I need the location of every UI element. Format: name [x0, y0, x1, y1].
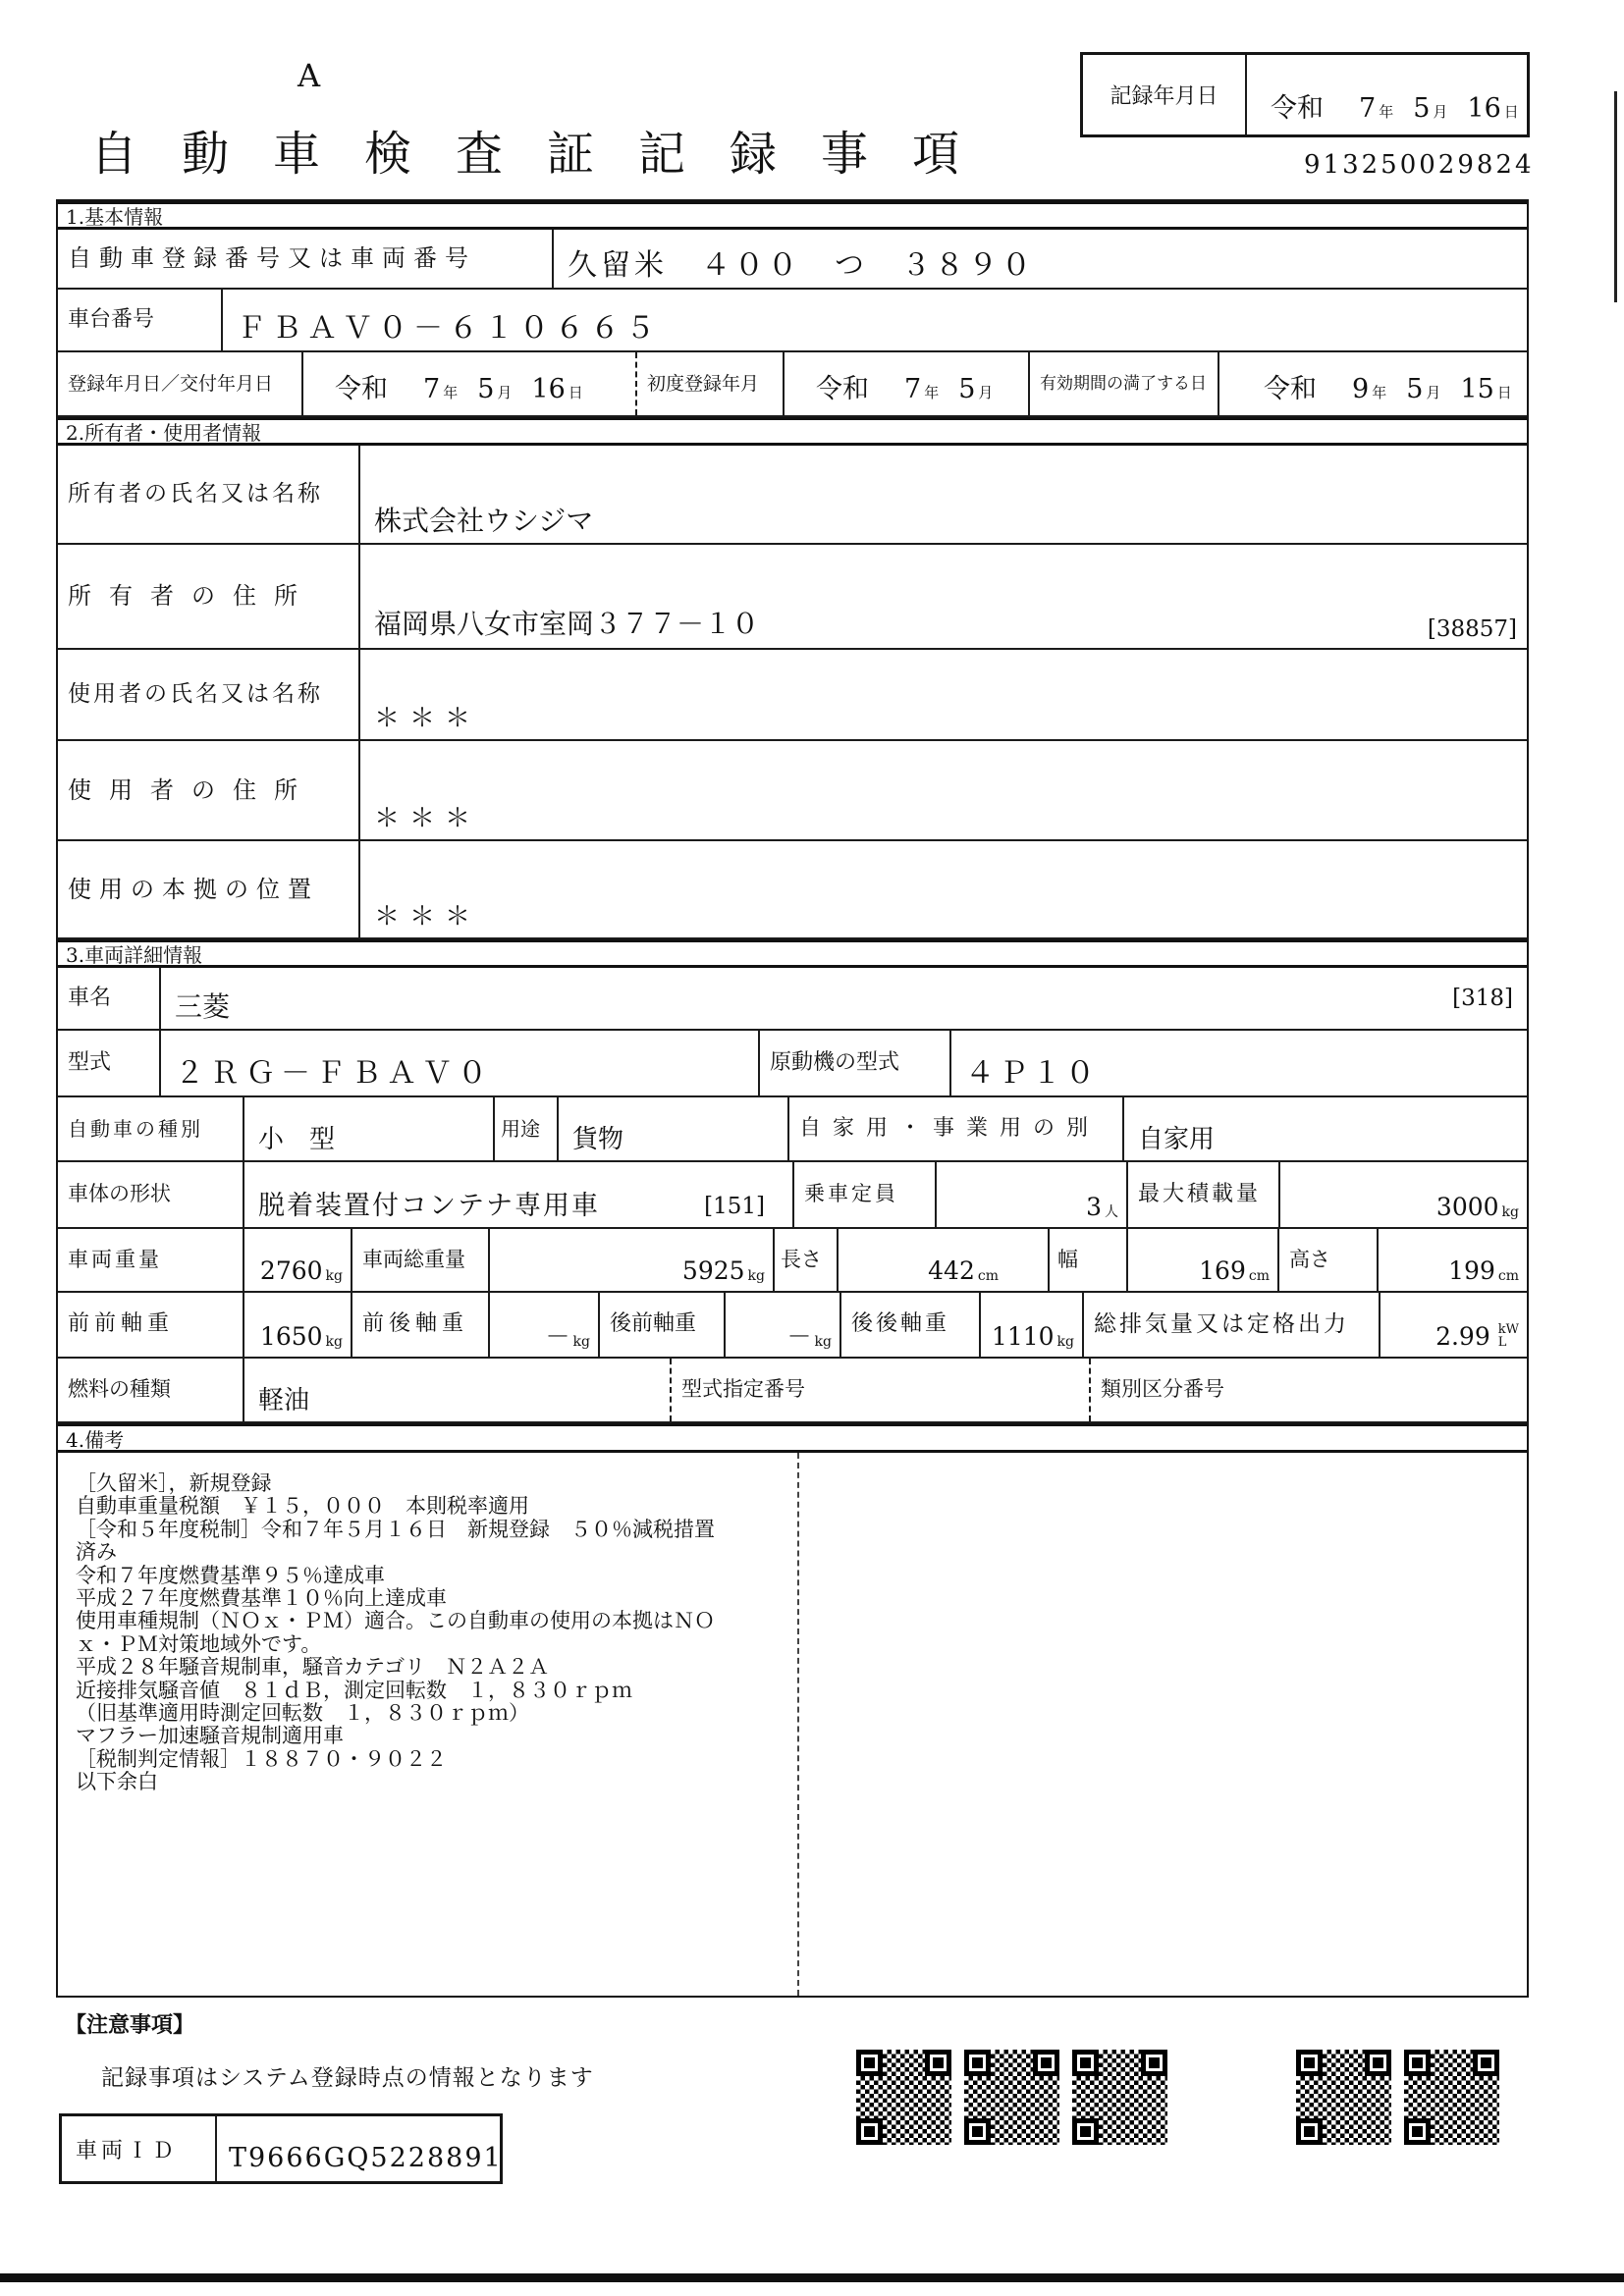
month-unit: 月 [978, 384, 994, 401]
remark-line: ［税制判定情報］１８８７０・９０２２ [76, 1746, 447, 1771]
length-value-cell [839, 1229, 1050, 1291]
remark-line: マフラー加速騒音規制適用車 [76, 1724, 344, 1748]
user-address-row [58, 741, 1527, 841]
type-approval-label-cell [672, 1359, 839, 1421]
length-value: 442 [928, 1256, 975, 1285]
kg-unit: kg [814, 1334, 832, 1350]
expiry-label: 有効期間の満了する日 [1040, 373, 1207, 394]
model-label: 型式 [68, 1049, 112, 1075]
axle-rr-label: 後後軸重 [851, 1311, 950, 1337]
era-text: 令和 [1264, 374, 1317, 404]
notice-title: 【注意事項】 [65, 2012, 195, 2038]
fuel-label: 燃料の種類 [68, 1377, 171, 1402]
main-table [56, 199, 1529, 1998]
car-name-code: [318] [1452, 986, 1513, 1011]
kg-unit: kg [325, 1268, 343, 1284]
fuel-row [58, 1359, 1527, 1423]
day-unit: 日 [1496, 384, 1512, 401]
model-label-cell [58, 1031, 161, 1095]
cm-unit: cm [1497, 1268, 1519, 1284]
remarks-text [76, 1472, 715, 1794]
remark-line: 使用車種規制（ＮＯｘ・ＰＭ）適合。この自動車の使用の本拠はＮＯ [76, 1609, 715, 1633]
user-address-value-cell [360, 741, 1527, 839]
scan-edge-artifact [1614, 91, 1617, 302]
capacity-label: 乗車定員 [804, 1182, 898, 1206]
kg-unit: kg [325, 1334, 343, 1350]
car-name-label: 車名 [68, 985, 112, 1010]
user-name-label-cell [58, 650, 360, 739]
section-basic-header: 1.基本情報 [58, 201, 1527, 230]
base-location-label-cell [58, 841, 360, 937]
record-date-cell [1247, 55, 1527, 134]
remark-line: 自動車重量税額 ￥１５，０００ 本則税率適用 [76, 1494, 529, 1519]
document-title: 自動車検査証記録事項 [90, 127, 1004, 182]
month-unit: 月 [1433, 103, 1448, 121]
dimensions-row [58, 1229, 1527, 1293]
reg-number-row [58, 230, 1527, 290]
record-date-box [1080, 52, 1530, 137]
vehicle-id-label: 車両ＩＤ [62, 2116, 217, 2181]
use-value-cell [559, 1097, 789, 1160]
day-number: 15 [1460, 374, 1494, 404]
private-business-label-cell [789, 1097, 1124, 1160]
chassis-value: ＦＢＡＶ０－６１０６６５ [237, 311, 661, 346]
private-business-value: 自家用 [1138, 1125, 1216, 1155]
use-label: 用途 [501, 1117, 540, 1141]
remark-line: ｘ・ＰＭ対策地域外です。 [76, 1631, 322, 1656]
body-shape-label-cell [58, 1162, 244, 1227]
remark-line: 済み [76, 1540, 117, 1565]
remark-line: 平成２８年騒音規制車，騒音カテゴリ Ｎ２Ａ２Ａ [76, 1655, 550, 1680]
month-number: 5 [477, 374, 495, 404]
kw-unit: kW [1497, 1322, 1519, 1337]
weight-value: 2760 [259, 1256, 323, 1285]
first-reg-value-cell [785, 352, 1030, 415]
engine-model-value: ４Ｐ１０ [965, 1056, 1099, 1091]
weight-value-cell [244, 1229, 352, 1291]
body-shape-label: 車体の形状 [68, 1182, 171, 1206]
owner-address-label: 所有者の住所 [68, 582, 315, 611]
year-number: 9 [1352, 374, 1370, 404]
axle-rf-label-cell [600, 1293, 726, 1357]
reg-date-value [303, 367, 635, 415]
capacity-value-cell [937, 1162, 1128, 1227]
era-text: 令和 [816, 374, 869, 404]
axle-fr-value-cell [490, 1293, 600, 1357]
remark-line: （旧基準適用時測定回転数 １，８３０ｒｐｍ） [76, 1701, 529, 1726]
max-load-value-cell [1280, 1162, 1527, 1227]
qr-code-5 [1404, 2050, 1499, 2145]
owner-address-label-cell [58, 545, 360, 648]
category-label-cell [58, 1097, 244, 1160]
remark-line: 平成２７年度燃費基準１０％向上達成車 [76, 1586, 447, 1611]
reg-number-value: 久留米 ４００ つ ３８９０ [568, 248, 1035, 283]
axle-rr-value-cell [981, 1293, 1084, 1357]
height-label-cell [1279, 1229, 1379, 1291]
remarks-divider [797, 1453, 799, 1996]
axle-rf-value: － [786, 1322, 812, 1351]
base-location-label: 使用の本拠の位置 [68, 875, 319, 903]
kw-per-liter-unit [1498, 1323, 1519, 1349]
axle-ff-value: 1650 [259, 1322, 323, 1351]
length-label: 長さ [781, 1247, 822, 1271]
fuel-value: 軽油 [258, 1386, 310, 1416]
fuel-value-cell [244, 1359, 672, 1421]
gross-weight-label-cell [352, 1229, 490, 1291]
use-label-cell [495, 1097, 559, 1160]
year-unit: 年 [924, 384, 940, 401]
axle-rf-value-cell [726, 1293, 841, 1357]
kg-unit: kg [747, 1268, 765, 1284]
vehicle-id-box [59, 2113, 503, 2184]
max-load-value: 3000 [1435, 1193, 1499, 1221]
class-label: 類別区分番号 [1101, 1377, 1224, 1402]
kg-unit: kg [1501, 1204, 1519, 1220]
height-value-cell [1379, 1229, 1527, 1291]
gross-weight-value-cell [490, 1229, 775, 1291]
max-load-label: 最大積載量 [1138, 1181, 1262, 1206]
class-value-cell [1268, 1359, 1527, 1421]
owner-address-code: [38857] [1427, 616, 1517, 642]
engine-model-label-cell [760, 1031, 951, 1095]
private-business-label: 自家用・事業用の別 [799, 1115, 1101, 1141]
category-label: 自動車の種別 [68, 1117, 203, 1141]
body-shape-value-cell [244, 1162, 794, 1227]
displacement-label-cell [1084, 1293, 1380, 1357]
weight-label-cell [58, 1229, 244, 1291]
weight-label: 車両重量 [68, 1247, 162, 1271]
remark-line: 令和７年度燃費基準９５％達成車 [76, 1563, 385, 1587]
displacement-value-cell [1380, 1293, 1527, 1357]
era-text: 令和 [1271, 93, 1324, 124]
gross-weight-value: 5925 [681, 1256, 745, 1285]
owner-address-value-cell [360, 545, 1527, 648]
year-number: 7 [904, 374, 922, 404]
body-shape-code: [151] [704, 1194, 765, 1219]
capacity-value: 3 [1086, 1193, 1102, 1221]
user-address-value: ＊＊＊ [374, 804, 481, 834]
axle-ff-label-cell [58, 1293, 244, 1357]
year-number: 7 [1359, 93, 1377, 124]
remark-line: ［令和５年度税制］令和７年５月１６日 新規登録 ５０％減税措置 [76, 1517, 715, 1541]
day-number: 16 [531, 374, 566, 404]
expiry-value-cell [1219, 352, 1527, 415]
qr-code-4 [1296, 2050, 1391, 2145]
axle-fr-label: 前後軸重 [362, 1311, 469, 1337]
type-approval-value [839, 1387, 1089, 1393]
chassis-label: 車台番号 [68, 306, 155, 332]
year-number: 7 [423, 374, 441, 404]
day-unit: 日 [568, 384, 583, 401]
owner-name-label: 所有者の氏名又は名称 [68, 480, 323, 507]
year-unit: 年 [443, 384, 459, 401]
body-shape-value: 脱着装置付コンテナ専用車 [258, 1191, 600, 1222]
engine-model-value-cell [951, 1031, 1527, 1095]
chassis-row [58, 290, 1527, 352]
length-label-cell [775, 1229, 839, 1291]
month-number: 5 [958, 374, 976, 404]
year-unit: 年 [1372, 384, 1387, 401]
car-name-label-cell [58, 968, 161, 1029]
width-value: 169 [1199, 1256, 1246, 1285]
era-text: 令和 [335, 374, 388, 404]
expiry-value [1219, 367, 1527, 415]
user-address-label: 使用者の住所 [68, 775, 315, 804]
axle-fr-value: － [545, 1322, 570, 1351]
model-row [58, 1031, 1527, 1097]
fuel-label-cell [58, 1359, 244, 1421]
type-approval-label: 型式指定番号 [681, 1377, 805, 1402]
remark-line: 以下余白 [76, 1770, 158, 1794]
car-name-row [58, 968, 1527, 1031]
owner-name-value: 株式会社ウシジマ [374, 505, 594, 538]
class-value [1268, 1387, 1527, 1393]
page-mark: A [298, 57, 321, 94]
height-label: 高さ [1289, 1247, 1330, 1271]
axle-ff-value-cell [244, 1293, 352, 1357]
max-load-label-cell [1128, 1162, 1280, 1227]
owner-address-value: 福岡県八女市室岡３７７－１０ [374, 608, 760, 640]
body-shape-row [58, 1162, 1527, 1229]
cm-unit: cm [1248, 1268, 1270, 1284]
height-value: 199 [1448, 1256, 1495, 1285]
use-value: 貨物 [572, 1125, 624, 1155]
car-name-value-cell [161, 968, 1527, 1029]
axle-ff-label: 前前軸重 [68, 1311, 175, 1337]
displacement-value: 2.99 [1435, 1322, 1490, 1351]
axle-rr-label-cell [841, 1293, 981, 1357]
day-unit: 日 [1503, 103, 1519, 121]
qr-code-2 [964, 2050, 1059, 2145]
width-label: 幅 [1057, 1247, 1078, 1271]
kg-unit: kg [1056, 1334, 1074, 1350]
category-value-cell [244, 1097, 495, 1160]
chassis-label-cell [58, 290, 223, 350]
capacity-label-cell [794, 1162, 937, 1227]
record-date [1247, 86, 1527, 134]
type-approval-value-cell [839, 1359, 1091, 1421]
axle-rf-label: 後前軸重 [610, 1311, 697, 1337]
record-date-label: 記録年月日 [1083, 55, 1247, 134]
model-value-cell [161, 1031, 760, 1095]
category-value: 小 型 [258, 1125, 336, 1155]
qr-code-1 [856, 2050, 951, 2145]
model-value: ２ＲＧ－ＦＢＡＶ０ [175, 1056, 493, 1091]
notice-text: 記録事項はシステム登録時点の情報となります [101, 2065, 594, 2091]
first-reg-label: 初度登録年月 [647, 372, 760, 395]
liter-unit: L [1497, 1335, 1507, 1350]
remark-line: ［久留米］，新規登録 [76, 1471, 272, 1495]
reg-date-label: 登録年月日／交付年月日 [68, 372, 274, 395]
chassis-value-cell [223, 290, 1527, 350]
class-label-cell [1091, 1359, 1268, 1421]
expiry-label-cell [1030, 352, 1219, 415]
page-bottom-rule [0, 2273, 1624, 2282]
car-name-value: 三菱 [175, 990, 231, 1024]
first-reg-label-cell [637, 352, 785, 415]
remarks-box [58, 1453, 1527, 1996]
person-unit: 人 [1105, 1204, 1118, 1220]
section-remarks-header: 4.備考 [58, 1423, 1527, 1453]
cm-unit: cm [977, 1268, 999, 1284]
gross-weight-label: 車両総重量 [362, 1247, 465, 1271]
owner-name-value-cell [360, 446, 1527, 543]
reg-date-value-cell [303, 352, 637, 415]
axle-fr-label-cell [352, 1293, 490, 1357]
owner-name-row [58, 446, 1527, 545]
month-number: 5 [1406, 374, 1424, 404]
width-value-cell [1128, 1229, 1279, 1291]
qr-code-3 [1072, 2050, 1167, 2145]
first-reg-value [785, 367, 1028, 415]
user-name-label: 使用者の氏名又は名称 [68, 680, 323, 707]
serial-number: 913250029824 [1304, 150, 1535, 180]
section-owner-header: 2.所有者・使用者情報 [58, 417, 1527, 446]
vehicle-id-value: T9666GQ5228891 [229, 2143, 503, 2173]
axle-rr-value: 1110 [991, 1322, 1055, 1351]
width-label-cell [1050, 1229, 1128, 1291]
axle-row [58, 1293, 1527, 1359]
user-name-value: ＊＊＊ [374, 704, 481, 734]
month-unit: 月 [497, 384, 513, 401]
dates-row [58, 352, 1527, 417]
reg-number-value-cell [554, 230, 1527, 288]
month-unit: 月 [1426, 384, 1441, 401]
owner-name-label-cell [58, 446, 360, 543]
remark-line: 近接排気騒音値 ８１ｄＢ，測定回転数 １，８３０ｒｐｍ [76, 1678, 632, 1702]
reg-number-label-cell [58, 230, 554, 288]
engine-model-label: 原動機の型式 [770, 1049, 900, 1075]
reg-number-label: 自動車登録番号又は車両番号 [68, 244, 476, 273]
base-location-value-cell [360, 841, 1527, 937]
displacement-label: 総排気量又は定格出力 [1094, 1310, 1349, 1337]
user-address-label-cell [58, 741, 360, 839]
kg-unit: kg [572, 1334, 590, 1350]
base-location-value: ＊＊＊ [374, 902, 481, 933]
private-business-value-cell [1124, 1097, 1527, 1160]
year-unit: 年 [1379, 103, 1394, 121]
category-row [58, 1097, 1527, 1162]
base-location-row [58, 841, 1527, 939]
reg-date-label-cell [58, 352, 303, 415]
day-number: 16 [1467, 93, 1501, 124]
section-vehicle-header: 3.車両詳細情報 [58, 939, 1527, 968]
user-name-row [58, 650, 1527, 741]
owner-address-row [58, 545, 1527, 650]
month-number: 5 [1413, 93, 1431, 124]
user-name-value-cell [360, 650, 1527, 739]
